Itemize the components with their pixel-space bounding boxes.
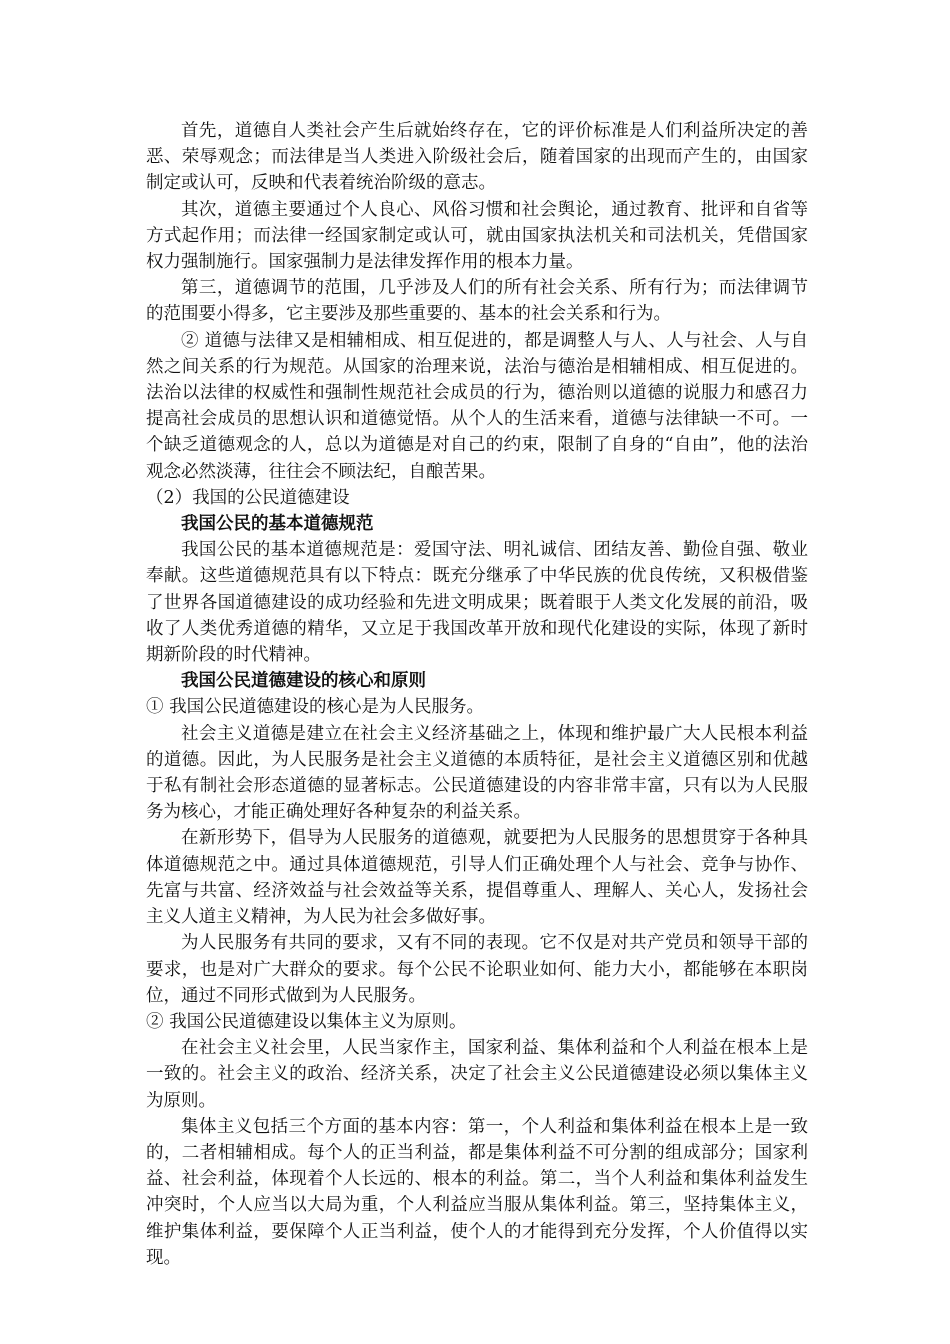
paragraph-second: 其次，道德主要通过个人良心、风俗习惯和社会舆论，通过教育、批评和自省等方式起作用；而法律一经国家制定或认可，就由国家执法机关和司法机关，凭借国家权力强制施行。国家强制力是法律发挥作用的根本力量。 xyxy=(146,199,808,273)
paragraph-socialist-morality: 社会主义道德是建立在社会主义经济基础之上，体现和维护最广大人民根本利益的道德。因此，为人民服务是社会主义道德的本质特征，是社会主义道德区别和优越于私有制社会形态道德的显著标志。公民道德建设的内容非常丰富，只有以为人民服务为核心，才能正确处理好各种复杂的利益关系。 xyxy=(146,723,808,823)
heading-core-principle: 我国公民道德建设的核心和原则 xyxy=(181,671,426,692)
paragraph-complement: ② 道德与法律又是相辅相成、相互促进的，都是调整人与人、人与社会、人与自然之间关系的行为规范。从国家的治理来说，法治与德治是相辅相成、相互促进的。法治以法律的权威性和强制性规范社会成员的行为，德治则以道德的说服力和感召力提高社会成员的思想认识和道德觉悟。从个人的生活来看，道德与法律缺一不可。一个缺乏道德观念的人，总以为道德是对自己的约束，限制了自身的“自由”，他的法治观念必然淡薄，往往会不顾法纪，自酿苦果。 xyxy=(146,330,808,482)
paragraph-new-situation: 在新形势下，倡导为人民服务的道德观，就要把为人民服务的思想贯穿于各种具体道德规范之中。通过具体道德规范，引导人们正确处理个人与社会、竞争与协作、先富与共富、经济效益与社会效益等关系，提倡尊重人、理解人、关心人，发扬社会主义人道主义精神，为人民为社会多做好事。 xyxy=(146,828,808,928)
paragraph-serve-people: 为人民服务有共同的要求，又有不同的表现。它不仅是对共产党员和领导干部的要求，也是对广大群众的要求。每个公民不论职业如何、能力大小，都能够在本职岗位，通过不同形式做到为人民服务。 xyxy=(146,933,808,1006)
document-page xyxy=(146,118,808,1271)
paragraph-third: 第三，道德调节的范围，几乎涉及人们的所有社会关系、所有行为；而法律调节的范围要小得多，它主要涉及那些重要的、基本的社会关系和行为。 xyxy=(146,278,808,325)
paragraph-basic-norms: 我国公民的基本道德规范是：爱国守法、明礼诚信、团结友善、勤俭自强、敬业奉献。这些道德规范具有以下特点：既充分继承了中华民族的优良传统，又积极借鉴了世界各国道德建设的成功经验和先进文明成果；既着眼于人类文化发展的前沿，吸收了人类优秀道德的精华，又立足于我国改革开放和现代化建设的实际，体现了新时期新阶段的时代精神。 xyxy=(146,540,808,666)
point-core: ① 我国公民道德建设的核心是为人民服务。 xyxy=(146,697,485,718)
point-collectivism: ② 我国公民道德建设以集体主义为原则。 xyxy=(146,1011,467,1032)
paragraph-collectivism-content: 集体主义包括三个方面的基本内容：第一，个人利益和集体利益在根本上是一致的，二者相辅相成。每个人的正当利益，都是集体利益不可分割的组成部分；国家利益、社会利益，体现着个人长远的、根本的利益。第二，当个人利益和集体利益发生冲突时，个人应当以大局为重，个人利益应当服从集体利益。第三，坚持集体主义，维护集体利益，要保障个人正当利益，使个人的才能得到充分发挥，个人价值得以实现。 xyxy=(146,1116,808,1268)
paragraph-socialist-society: 在社会主义社会里，人民当家作主，国家利益、集体利益和个人利益在根本上是一致的。社会主义的政治、经济关系，决定了社会主义公民道德建设必须以集体主义为原则。 xyxy=(146,1038,808,1111)
heading-basic-norms: 我国公民的基本道德规范 xyxy=(181,514,374,535)
paragraph-first: 首先，道德自人类社会产生后就始终存在，它的评价标准是人们利益所决定的善恶、荣辱观念；而法律是当人类进入阶级社会后，随着国家的出现而产生的，由国家制定或认可，反映和代表着统治阶级的意志。 xyxy=(146,121,808,194)
section-title: （2）我国的公民道德建设 xyxy=(146,487,350,508)
